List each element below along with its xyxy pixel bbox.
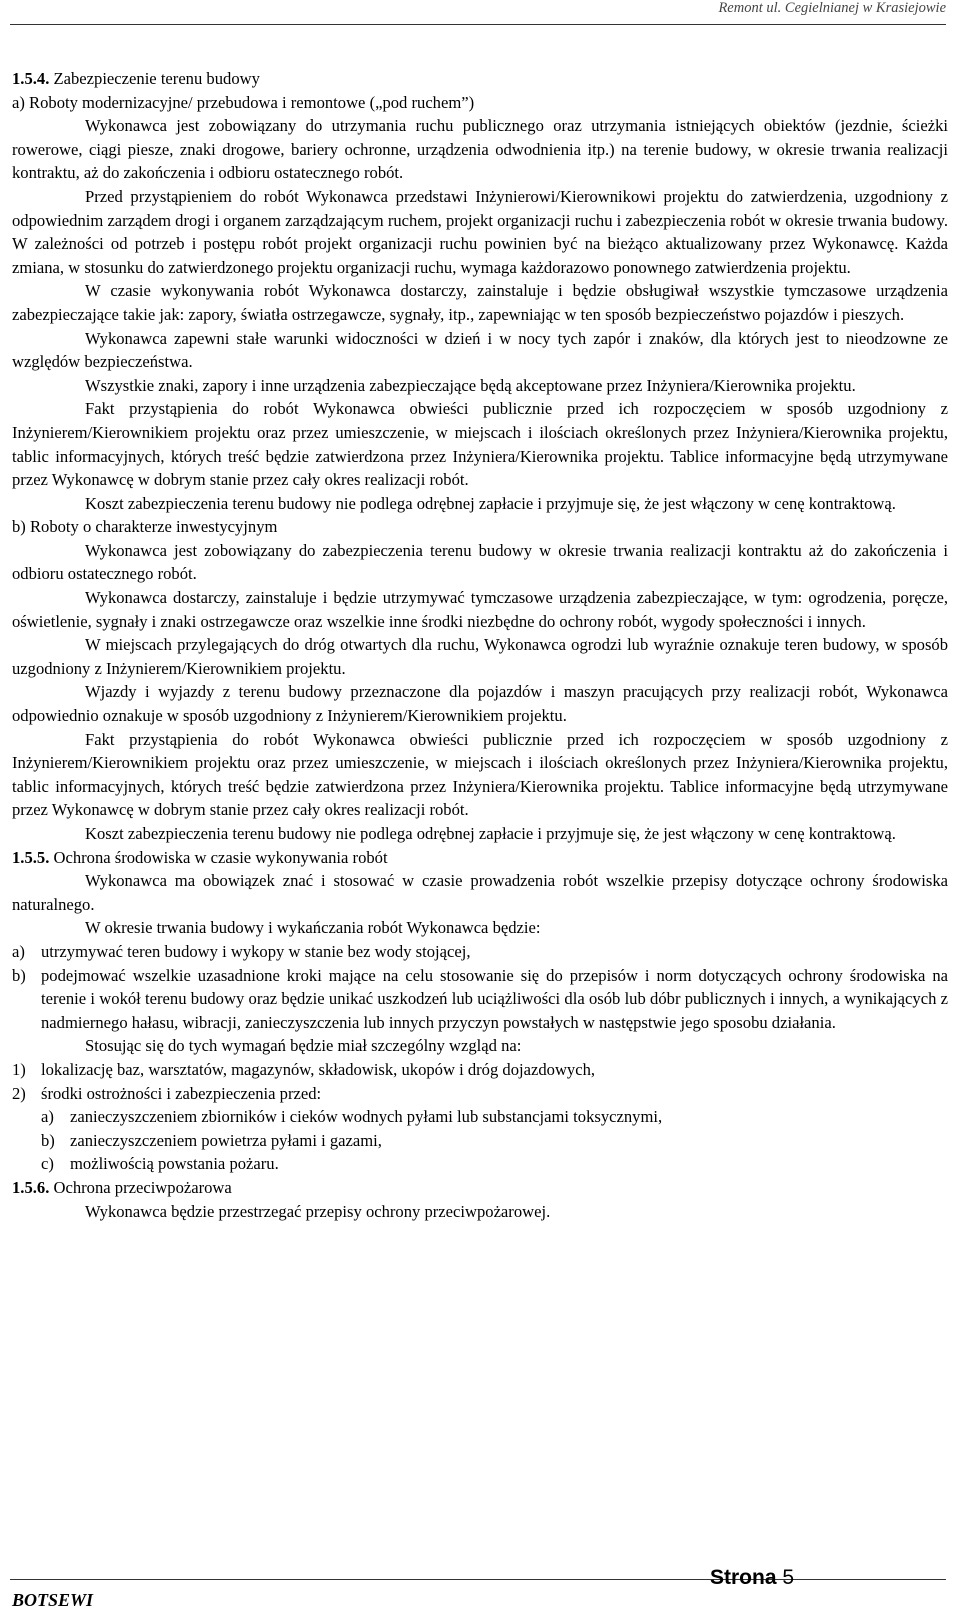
- list-item: [12, 964, 948, 1035]
- list-text: lokalizację baz, warsztatów, magazynów, składowisk, ukopów i dróg dojazdowych,: [41, 1059, 596, 1079]
- paragraph: Wykonawca jest zobowiązany do zabezpieczenia terenu budowy w okresie trwania realizacji kontraktu aż do zakończenia i odbioru ostatecznego robót.: [12, 540, 948, 584]
- list-text: możliwością powstania pożaru.: [70, 1154, 279, 1174]
- list-marker: b): [41, 1130, 55, 1150]
- document-body: [12, 67, 948, 1223]
- header-title: Remont ul. Cegielnianej w Krasiejowie: [718, 0, 946, 16]
- list-text: środki ostrożności i zabezpieczenia przed:: [41, 1083, 322, 1103]
- header-divider: [10, 24, 946, 25]
- section-heading-1-5-6: [12, 1176, 948, 1200]
- subheading-a: a) Roboty modernizacyjne/ przebudowa i remontowe („pod ruchem”): [12, 92, 475, 112]
- paragraph: Przed przystąpieniem do robót Wykonawca przedstawi Inżynierowi/Kierownikowi projektu do zatwierdzenia, uzgodniony z odpowiednim zarządem drogi i organem zarządzającym ruchem, projekt organizacji ruchu i zabezpieczenia robót w okresie trwania budowy. W zależności od potrzeb i postępu robót projekt organizacji ruchu powinien być na bieżąco aktualizowany przez Wykonawcę. Każda zmiana, w stosunku do zatwierdzonego projektu organizacji ruchu, wymaga każdorazowo ponownego zatwierdzenia projektu.: [12, 186, 948, 277]
- list-marker: c): [41, 1154, 54, 1174]
- sub-list-item: [12, 1152, 948, 1176]
- sub-list-item: [12, 1129, 948, 1153]
- list-marker: 1): [12, 1059, 26, 1079]
- footer-company: BOTSEWI: [12, 1590, 94, 1610]
- section-title: Ochrona przeciwpożarowa: [53, 1177, 232, 1197]
- list-item: [12, 1082, 948, 1106]
- list-text: zanieczyszczeniem powietrza pyłami i gazami,: [70, 1130, 382, 1150]
- section-heading-1-5-5: [12, 846, 948, 870]
- paragraph: Wykonawca zapewni stałe warunki widoczności w dzień i w nocy tych zapór i znaków, dla których jest to nieodzowne ze względów bezpieczeństwa.: [12, 328, 948, 372]
- paragraph: Fakt przystąpienia do robót Wykonawca obwieści publicznie przed ich rozpoczęciem w sposób uzgodniony z Inżynierem/Kierownikiem projektu oraz przez umieszczenie, w miejscach i ilościach określonych przez Inżyniera/Kierownika projektu, tablic informacyjnych, których treść będzie zatwierdzona przez Inżyniera/Kierownika projektu. Tablice informacyjne będą utrzymywane przez Wykonawcę w dobrym stanie przez cały okres realizacji robót.: [12, 729, 948, 820]
- list-text: zanieczyszczeniem zbiorników i cieków wodnych pyłami lub substancjami toksycznymi,: [70, 1107, 663, 1127]
- list-text: podejmować wszelkie uzasadnione kroki mające na celu stosowanie się do przepisów i norm dotyczących ochrony środowiska na terenie i wokół terenu budowy oraz będzie unikać uszkodzeń lub uciążliwości dla osób lub dóbr publicznych i innych, a wynikających z nadmiernego hałasu, wibracji, zanieczyszczenia lub innych przyczyn powstałych w następstwie jego sposobu działania.: [41, 965, 948, 1032]
- paragraph: Koszt zabezpieczenia terenu budowy nie podlega odrębnej zapłacie i przyjmuje się, że jest włączony w cenę kontraktową.: [85, 824, 896, 843]
- list-marker: a): [12, 941, 25, 961]
- paragraph: W okresie trwania budowy i wykańczania robót Wykonawca będzie:: [85, 918, 541, 938]
- paragraph: Koszt zabezpieczenia terenu budowy nie podlega odrębnej zapłacie i przyjmuje się, że jest włączony w cenę kontraktową.: [85, 493, 896, 513]
- list-marker: 2): [12, 1083, 26, 1103]
- paragraph: W miejscach przylegających do dróg otwartych dla ruchu, Wykonawca ogrodzi lub wyraźnie oznakuje teren budowy, w sposób uzgodniony z Inżynierem/Kierownikiem projektu.: [12, 635, 948, 678]
- paragraph: Wykonawca będzie przestrzegać przepisy ochrony przeciwpożarowej.: [85, 1201, 551, 1221]
- footer-divider: [10, 1579, 946, 1580]
- list-text: utrzymywać teren budowy i wykopy w stanie bez wody stojącej,: [41, 941, 471, 961]
- sub-list-item: [12, 1105, 948, 1129]
- paragraph: Stosując się do tych wymagań będzie miał szczególny wzgląd na:: [85, 1036, 522, 1056]
- paragraph: W czasie wykonywania robót Wykonawca dostarczy, zainstaluje i będzie obsługiwał wszystkie tymczasowe urządzenia zabezpieczające takie jak: zapory, światła ostrzegawcze, sygnały, itp., zapewniając w ten sposób bezpieczeństwo pojazdów i pieszych.: [12, 281, 948, 324]
- page-number: 5: [782, 1566, 795, 1589]
- list-item: [12, 1058, 948, 1082]
- paragraph: Wjazdy i wyjazdy z terenu budowy przeznaczone dla pojazdów i maszyn pracujących przy realizacji robót, Wykonawca odpowiednio oznakuje w sposób uzgodniony z Inżynierem/Kierownikiem projektu.: [12, 682, 948, 726]
- list-marker: b): [12, 965, 26, 985]
- section-heading-1-5-4: [12, 67, 948, 91]
- list-marker: a): [41, 1107, 54, 1127]
- paragraph: Fakt przystąpienia do robót Wykonawca obwieści publicznie przed ich rozpoczęciem w sposób uzgodniony z Inżynierem/Kierownikiem projektu oraz przez umieszczenie, w miejscach i ilościach określonych przez Inżyniera/Kierownika projektu, tablic informacyjnych, których treść będzie zatwierdzona przez Inżyniera/Kierownika projektu. Tablice informacyjne będą utrzymywane przez Wykonawcę w dobrym stanie przez cały okres realizacji robót.: [12, 399, 948, 490]
- subheading-b: b) Roboty o charakterze inwestycyjnym: [12, 517, 278, 537]
- page-indicator: [710, 1566, 794, 1590]
- paragraph: Wykonawca ma obowiązek znać i stosować w czasie prowadzenia robót wszelkie przepisy dotyczące ochrony środowiska naturalnego.: [12, 871, 948, 914]
- section-title: Ochrona środowiska w czasie wykonywania robót: [53, 847, 388, 867]
- section-number: 1.5.4.: [12, 69, 50, 88]
- paragraph: Wykonawca jest zobowiązany do utrzymania ruchu publicznego oraz utrzymania istniejących obiektów (jezdnie, ścieżki rowerowe, ciągi piesze, znaki drogowe, bariery ochronne, urządzenia odwodnienia itp.) na terenie budowy, w okresie trwania realizacji kontraktu, aż do zakończenia i odbioru ostatecznego robót.: [12, 116, 948, 183]
- section-title: Zabezpieczenie terenu budowy: [53, 69, 260, 88]
- section-number: 1.5.5.: [12, 847, 50, 867]
- paragraph: Wykonawca dostarczy, zainstaluje i będzie utrzymywać tymczasowe urządzenia zabezpieczające, w tym: ogrodzenia, poręcze, oświetlenie, sygnały i znaki ostrzegawcze oraz wszelkie inne środki niezbędne do ochrony robót, wygody społeczności i innych.: [12, 588, 948, 631]
- page-label: Strona: [710, 1566, 777, 1589]
- list-item: [12, 940, 948, 964]
- section-number: 1.5.6.: [12, 1177, 50, 1197]
- paragraph: Wszystkie znaki, zapory i inne urządzenia zabezpieczające będą akceptowane przez Inżyniera/Kierownika projektu.: [85, 375, 856, 395]
